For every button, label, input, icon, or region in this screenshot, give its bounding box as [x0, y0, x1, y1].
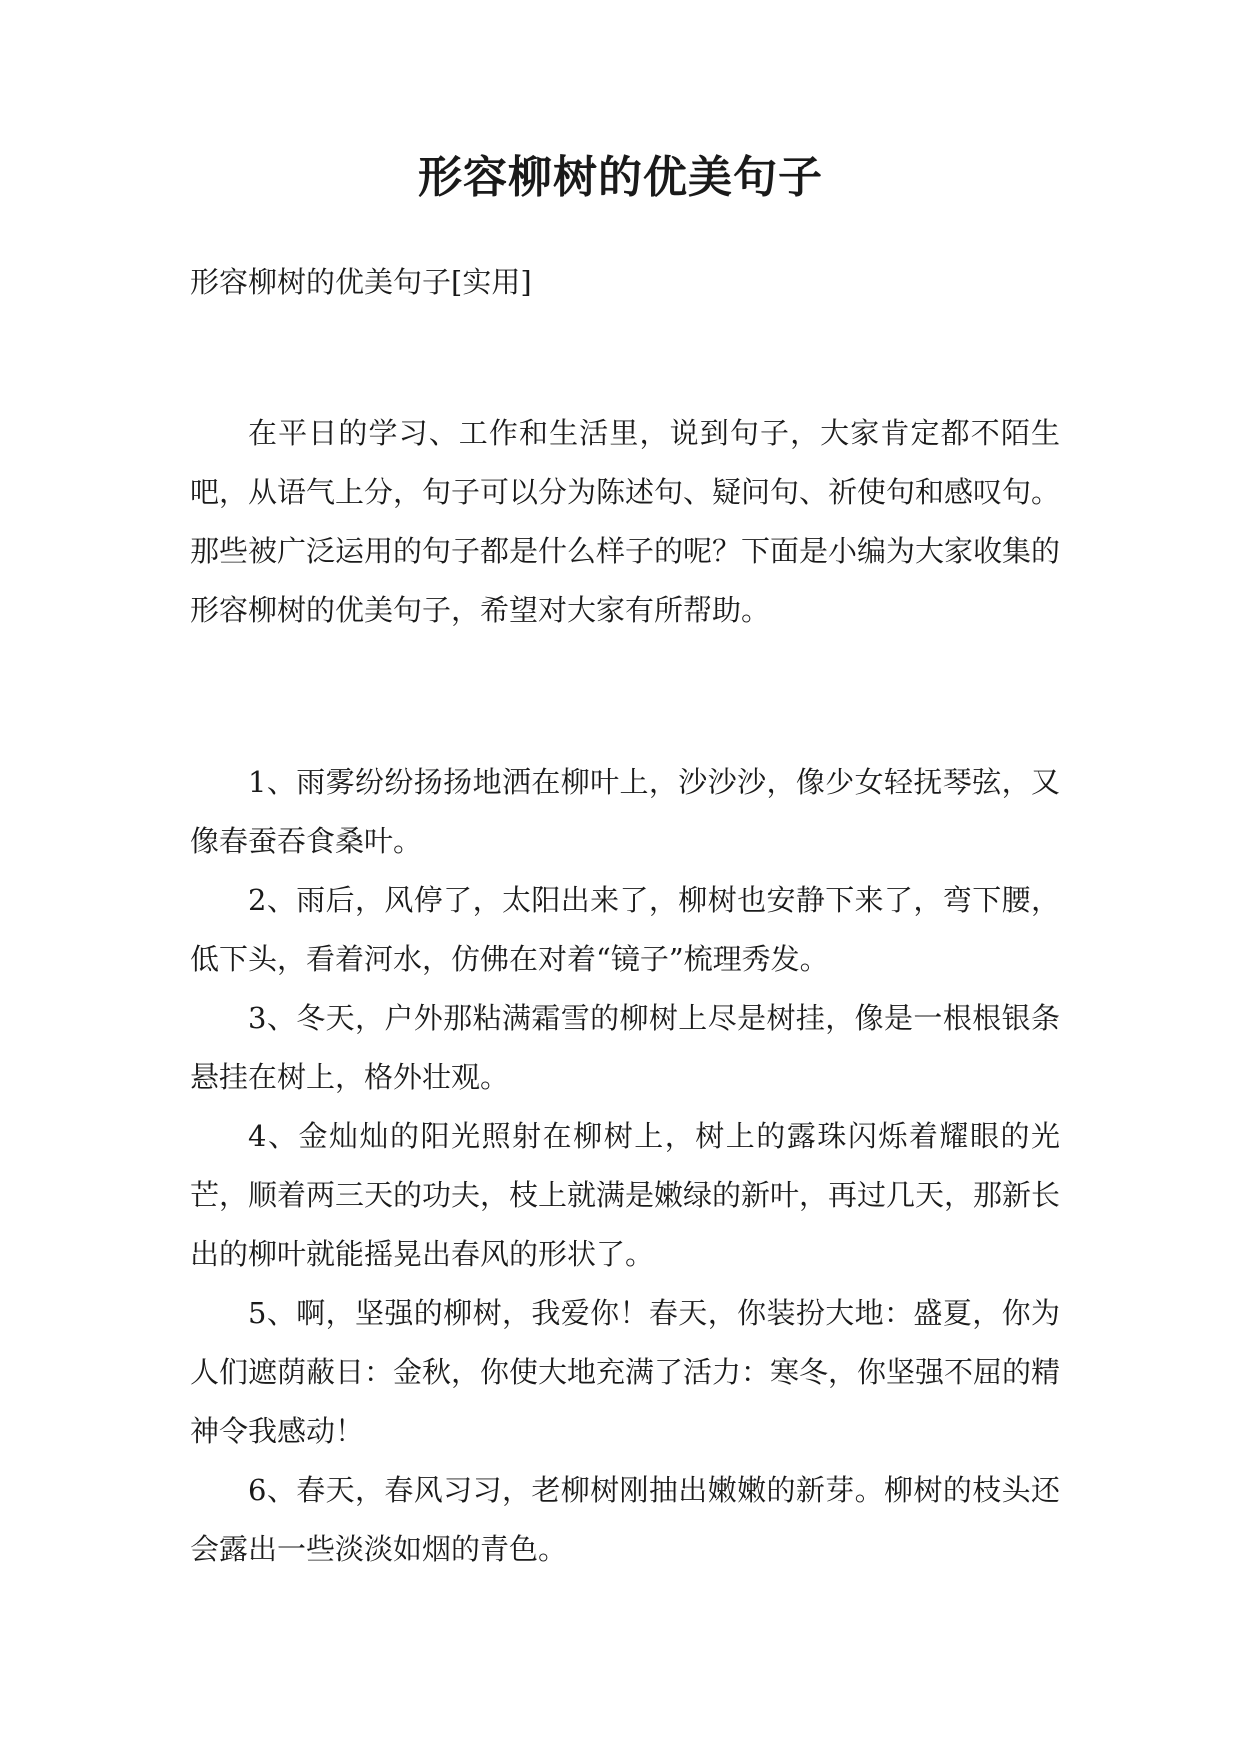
document-subtitle: 形容柳树的优美句子[实用] [190, 265, 532, 299]
document-title: 形容柳树的优美句子 [418, 152, 823, 203]
sentence-paragraph-1: 1、雨雾纷纷扬扬地洒在柳叶上，沙沙沙，像少女轻抚琴弦，又像春蚕吞食桑叶。 [190, 765, 1060, 858]
sentence-paragraph-6: 6、春天，春风习习，老柳树刚抽出嫩嫩的新芽。柳树的枝头还会露出一些淡淡如烟的青色。 [190, 1473, 1060, 1566]
intro-paragraph: 在平日的学习、工作和生活里，说到句子，大家肯定都不陌生吧，从语气上分，句子可以分为陈述句、疑问句、祈使句和感叹句。那些被广泛运用的句子都是什么样子的呢？下面是小编为大家收集的形容柳树的优美句子，希望对大家有所帮助。 [190, 416, 1061, 627]
sentence-paragraph-4: 4、金灿灿的阳光照射在柳树上，树上的露珠闪烁着耀眼的光芒，顺着两三天的功夫，枝上就满是嫩绿的新叶，再过几天，那新长出的柳叶就能摇晃出春风的形状了。 [190, 1119, 1061, 1271]
sentence-paragraph-2: 2、雨后，风停了，太阳出来了，柳树也安静下来了，弯下腰，低下头，看着河水，仿佛在对着“镜子”梳理秀发。 [190, 883, 1060, 976]
sentence-paragraph-5: 5、啊，坚强的柳树，我爱你！春天，你装扮大地：盛夏，你为人们遮荫蔽日：金秋，你使大地充满了活力：寒冬，你坚强不屈的精神令我感动！ [190, 1296, 1061, 1448]
sentence-paragraph-3: 3、冬天，户外那粘满霜雪的柳树上尽是树挂，像是一根根银条悬挂在树上，格外壮观。 [190, 1001, 1060, 1094]
